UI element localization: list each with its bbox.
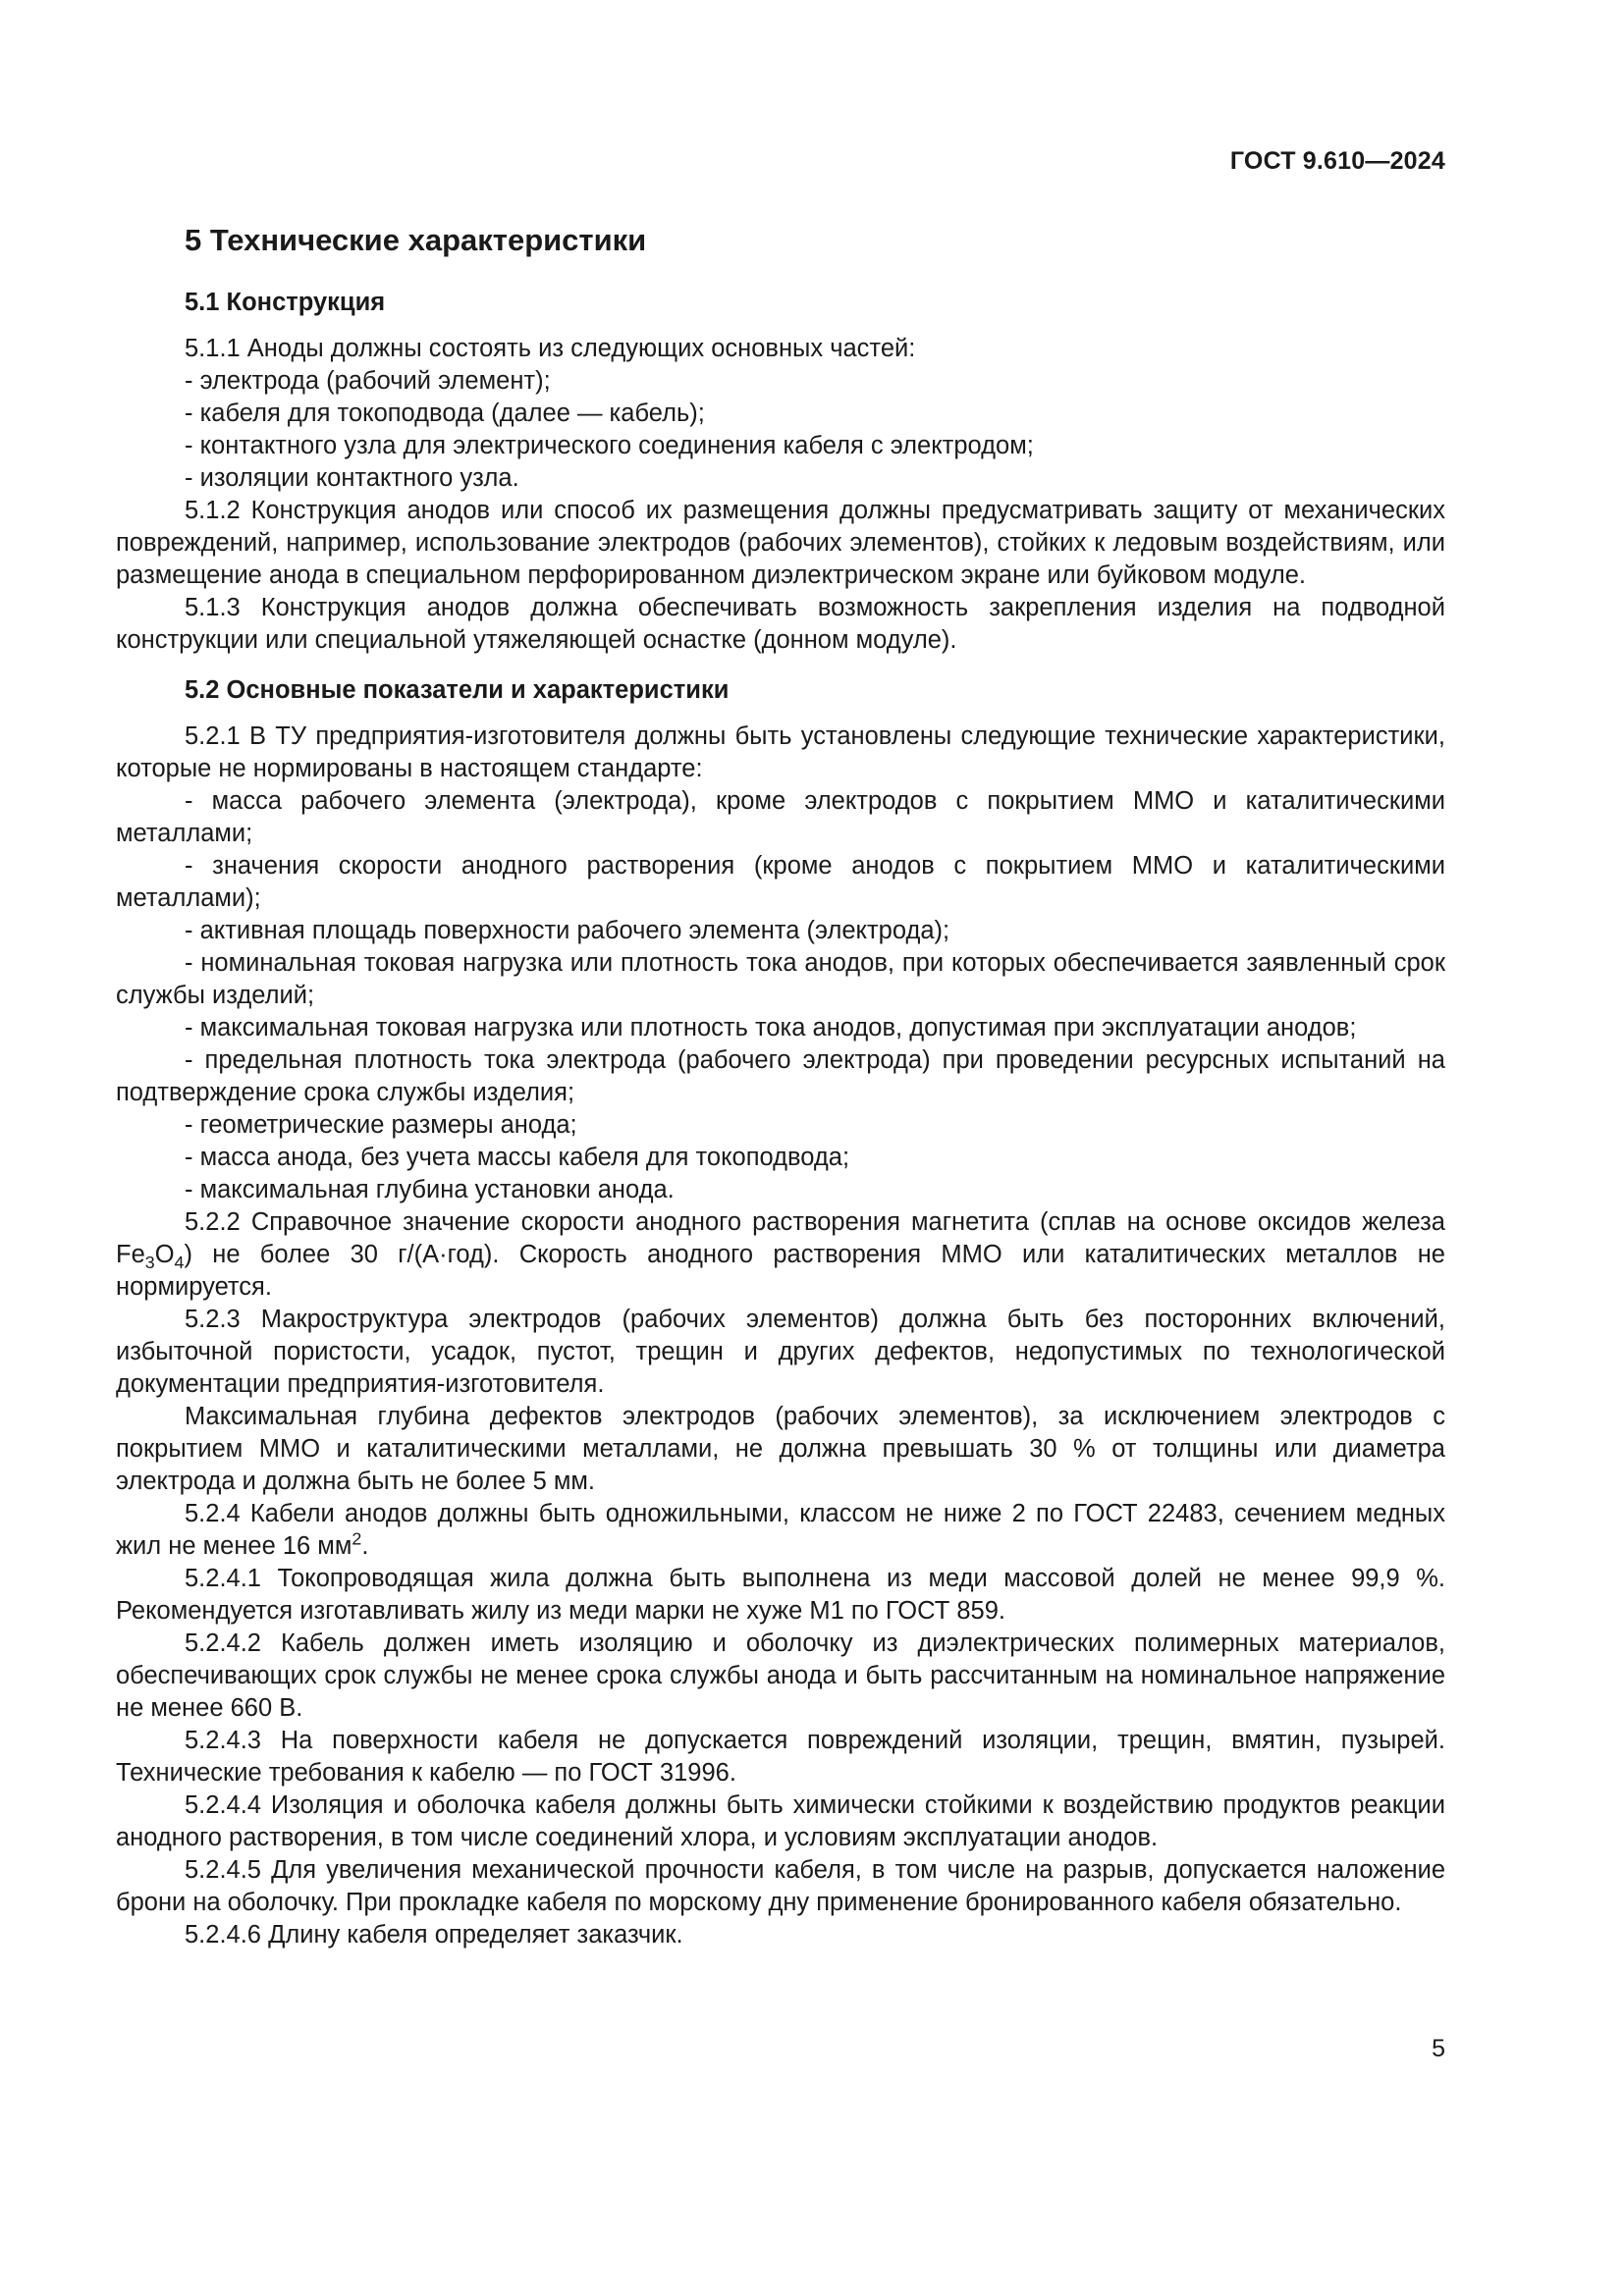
paragraph-5-2-3: 5.2.3 Макроструктура электродов (рабочих элементов) должна быть без посторонних включений, избыточной пористости, усадок, пустот, трещин и других дефектов, недопустимых по технологической документации предприятия-изготовителя. bbox=[116, 1306, 1445, 1398]
subsection-title-5-2: 5.2 Основные показатели и характеристики bbox=[185, 676, 730, 704]
paragraph-5-2-4-1: 5.2.4.1 Токопроводящая жила должна быть выполнена из меди массовой долей не менее 99,9 %. Рекомендуется изготавливать жилу из меди марки не хуже М1 по ГОСТ 859. bbox=[116, 1565, 1445, 1625]
list-item: - изоляции контактного узла. bbox=[185, 464, 519, 492]
paragraph-5-1-2: 5.1.2 Конструкция анодов или способ их размещения должны предусматривать защиту от механических повреждений, например, использование электродов (рабочих элементов), стойких к ледовым воздействиям, или размещение анода в специальном перфорированном диэлектрическом экране или буйковом модуле. bbox=[116, 497, 1445, 589]
paragraph-5-2-4-2: 5.2.4.2 Кабель должен иметь изоляцию и оболочку из диэлектрических полимерных материалов, обеспечивающих срок службы не менее срока службы анода и быть рассчитанным на номинальное напряжение не менее 660 В. bbox=[116, 1629, 1445, 1722]
paragraph-defects: Максимальная глубина дефектов электродов (рабочих элементов), за исключением электродов с покрытием ММО и каталитическими металлами, не должна превышать 30 % от толщины или диаметра электрода и должна быть не более 5 мм. bbox=[116, 1403, 1445, 1495]
page-content bbox=[116, 222, 1445, 1951]
list-item: - номинальная токовая нагрузка или плотность тока анодов, при которых обеспечивается заявленный срок службы изделий; bbox=[116, 949, 1445, 1009]
list-item: - максимальная глубина установки анода. bbox=[185, 1176, 675, 1203]
text-run: . bbox=[361, 1532, 369, 1560]
paragraph-5-2-2 bbox=[116, 1206, 1445, 1304]
paragraph-5-1-3: 5.1.3 Конструкция анодов должна обеспечивать возможность закрепления изделия на подводной конструкции или специальной утяжеляющей оснастке (донном модуле). bbox=[116, 594, 1445, 654]
paragraph-5-1-1: 5.1.1 Аноды должны состоять из следующих основных частей: bbox=[185, 335, 916, 362]
subsection-title-5-1: 5.1 Конструкция bbox=[185, 289, 386, 316]
list-item: - контактного узла для электрического соединения кабеля с электродом; bbox=[185, 432, 1034, 459]
paragraph-5-2-4-5: 5.2.4.5 Для увеличения механической прочности кабеля, в том числе на разрыв, допускается наложение брони на оболочку. При прокладке кабеля по морскому дну применение бронированного кабеля обязательно. bbox=[116, 1856, 1445, 1916]
section-title: 5 Технические характеристики bbox=[185, 223, 647, 257]
list-item: - электрода (рабочий элемент); bbox=[185, 367, 551, 395]
list-item: - масса анода, без учета массы кабеля для токоподвода; bbox=[185, 1144, 850, 1171]
paragraph-5-2-4-6: 5.2.4.6 Длину кабеля определяет заказчик. bbox=[185, 1921, 683, 1949]
list-item: - масса рабочего элемента (электрода), кроме электродов с покрытием ММО и каталитическими металлами; bbox=[116, 787, 1445, 847]
paragraph-5-2-4-3: 5.2.4.3 На поверхности кабеля не допускается повреждений изоляции, трещин, вмятин, пузырей. Технические требования к кабелю — по ГОСТ 31996. bbox=[116, 1727, 1445, 1787]
list-item: - значения скорости анодного растворения (кроме анодов с покрытием ММО и каталитическими металлами); bbox=[116, 852, 1445, 912]
text-run: O bbox=[154, 1241, 175, 1268]
document-code: ГОСТ 9.610—2024 bbox=[1229, 147, 1445, 175]
list-item: - геометрические размеры анода; bbox=[185, 1111, 577, 1139]
text-run: 5.2.4 Кабели анодов должны быть одножильными, классом не ниже 2 по ГОСТ 22483, сечением медных жил не менее 16 мм bbox=[116, 1500, 1445, 1560]
list-item: - предельная плотность тока электрода (рабочего электрода) при проведении ресурсных испытаний на подтверждение срока службы изделия; bbox=[116, 1046, 1445, 1106]
list-item: - кабеля для токоподвода (далее — кабель); bbox=[185, 400, 705, 427]
list-item: - максимальная токовая нагрузка или плотность тока анодов, допустимая при эксплуатации анодов; bbox=[185, 1014, 1357, 1041]
paragraph-5-2-4-4: 5.2.4.4 Изоляция и оболочка кабеля должны быть химически стойкими к воздействию продуктов реакции анодного растворения, в том числе соединений хлора, и условиям эксплуатации анодов. bbox=[116, 1791, 1445, 1851]
text-run: 5.2.2 Справочное значение скорости анодного растворения магнетита (сплав на основе оксидов железа Fe bbox=[116, 1208, 1445, 1268]
superscript: 2 bbox=[352, 1528, 362, 1549]
list-item: - активная площадь поверхности рабочего элемента (электрода); bbox=[185, 917, 950, 944]
subscript: 3 bbox=[144, 1253, 155, 1273]
paragraph-5-2-4 bbox=[116, 1498, 1445, 1563]
text-run: ) не более 30 г/(А·год). Скорость анодного растворения ММО или каталитических металлов не нормируется. bbox=[116, 1241, 1445, 1301]
page-number: 5 bbox=[1432, 2035, 1445, 2062]
paragraph-5-2-1: 5.2.1 В ТУ предприятия-изготовителя должны быть установлены следующие технические характеристики, которые не нормированы в настоящем стандарте: bbox=[116, 722, 1445, 782]
subscript: 4 bbox=[174, 1253, 185, 1273]
